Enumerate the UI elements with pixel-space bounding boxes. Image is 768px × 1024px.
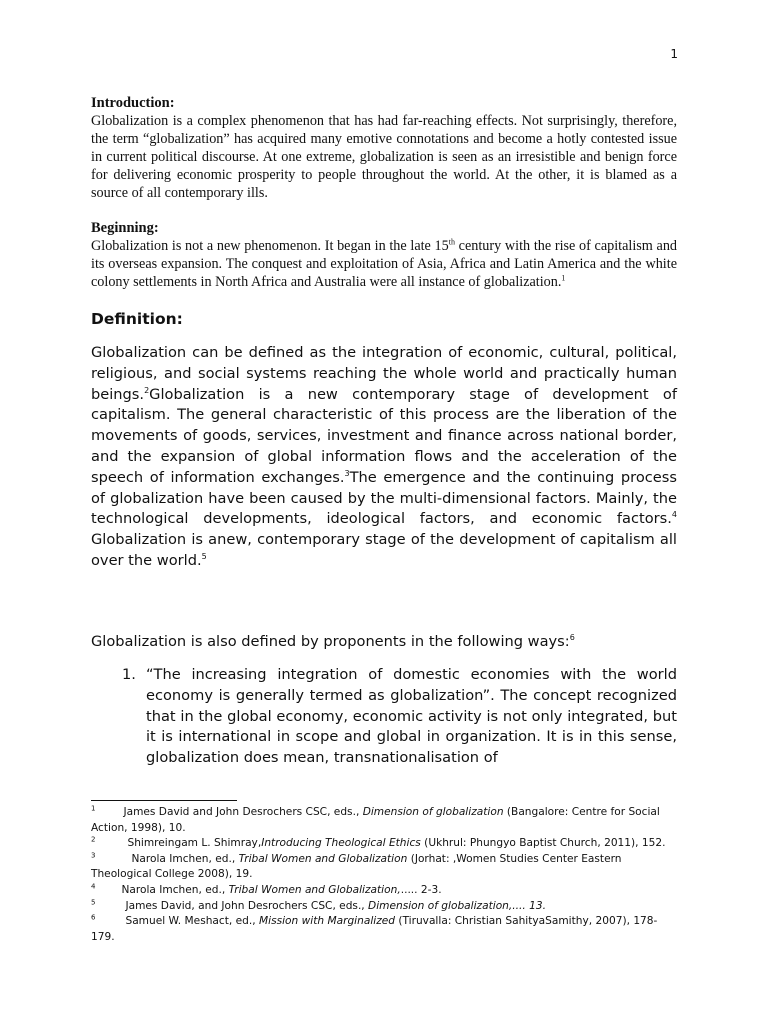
introduction-heading: Introduction:: [91, 95, 175, 111]
footnote-ref-6: 6: [569, 633, 575, 643]
footnote-4: [91, 883, 677, 899]
list-item-number: 1.: [122, 666, 136, 683]
footnote-text: Shimreingam L. Shimray,: [127, 837, 262, 850]
footnote-number: 6: [91, 913, 96, 922]
footnote-title: Dimension of globalization: [362, 806, 504, 818]
footnote-text: (Jorhat: ,Women Studies Center Eastern Theological College 2008), 19.: [91, 852, 622, 881]
beginning-text-a: Globalization is not a new phenomenon. It began in the late 15: [91, 238, 449, 254]
footnote-ref-1: 1: [561, 273, 566, 283]
footnote-text: Samuel W. Meshact, ed.,: [125, 915, 259, 928]
proponents-lead: [91, 632, 677, 653]
footnote-text: Narola Imchen, ed.,: [121, 883, 229, 896]
footnote-text: James David, and John Desrochers CSC, eds.,: [125, 899, 369, 912]
footnote-ref-2: 2: [144, 385, 150, 395]
footnote-text: (Ukhrul: Phungyo Baptist Church, 2011), 152.: [420, 837, 666, 850]
list-item-text: “The increasing integration of domestic economies with the world economy is generally termed as globalization”. The concept recognized that in the global economy, economic activity is not only integrated, but it is international in scope and global in organization. It is in this sense, globalization does mean, transnationalisation of: [146, 666, 677, 767]
definition-heading: Definition:: [91, 310, 183, 328]
definition-text-c: The emergence and the continuing process of globalization have been caused by the multi-dimensional factors. Mainly, the technological developments, ideological factors, and economic factors.: [91, 468, 677, 528]
definition-paragraph: [91, 343, 677, 572]
footnote-number: 2: [91, 835, 96, 844]
footnote-2: [91, 836, 677, 852]
footnote-title: Tribal Women and Globalization: [238, 852, 408, 865]
footnote-3: [91, 852, 677, 883]
footnote-text: (Tiruvalla: Christian SahityaSamithy, 2007), 178-179.: [91, 915, 658, 943]
beginning-heading: Beginning:: [91, 220, 159, 236]
definition-text-b: Globalization is a new contemporary stage of development of capitalism. The general characteristic of this process are the liberation of the movements of goods, services, investment and finance across national border, and the expansion of global information flows and the acceleration of the speech of information exchanges.: [91, 385, 677, 486]
footnote-1: [91, 805, 677, 836]
footnote-text: Narola Imchen, ed.,: [131, 852, 239, 865]
footnote-number: 5: [91, 898, 96, 907]
footnote-text: James David and John Desrochers CSC, eds.,: [123, 806, 363, 818]
footnote-text: (Bangalore: Centre for Social Action, 1998), 10.: [91, 806, 660, 834]
beginning-paragraph: [91, 237, 677, 291]
definition-text-a: Globalization can be defined as the integration of economic, cultural, political, religious, and social systems reaching the whole world and practically human beings.: [91, 344, 677, 403]
footnote-title: Introducing Theological Ethics: [261, 837, 421, 850]
numbered-list-item: [122, 665, 677, 769]
beginning-text-b: century with the rise of capitalism and its overseas expansion. The conquest and exploitation of Asia, Africa and Latin America and the white colony settlements in North Africa and Australia were all instance of globalization.: [91, 238, 678, 290]
footnotes: [91, 805, 677, 945]
footnote-6: [91, 914, 677, 945]
footnote-number: 1: [91, 804, 96, 813]
proponents-lead-text: Globalization is also defined by proponents in the following ways:: [91, 633, 570, 650]
page-content: [91, 94, 678, 767]
footnote-separator: [91, 800, 237, 801]
footnote-ref-3: 3: [344, 468, 350, 478]
footnote-title: Tribal Women and Globalization,: [228, 883, 401, 896]
footnote-number: 4: [91, 882, 96, 891]
page-number: 1: [670, 47, 678, 61]
footnote-5: [91, 899, 677, 915]
footnote-title: Dimension of globalization,.... 13.: [368, 899, 546, 912]
footnote-title: Mission with Marginalized: [258, 915, 396, 928]
footnote-number: 3: [91, 851, 96, 860]
definition-text-d: Globalization is anew, contemporary stage of the development of capitalism all over the world.: [91, 531, 677, 569]
introduction-paragraph: Globalization is a complex phenomenon that has had far-reaching effects. Not surprisingly, therefore, the term “globalization” has acquired many emotive connotations and become a hotly contested issue in current political discourse. At one extreme, globalization is seen as an irresistible and benign force for delivering economic prosperity to people throughout the world. At the other, it is blamed as a source of all contemporary ills.: [91, 113, 677, 201]
footnote-ref-5: 5: [201, 552, 207, 562]
footnote-ref-4: 4: [671, 510, 677, 520]
superscript-th: th: [448, 237, 455, 247]
footnote-text: ..... 2-3.: [400, 883, 442, 896]
